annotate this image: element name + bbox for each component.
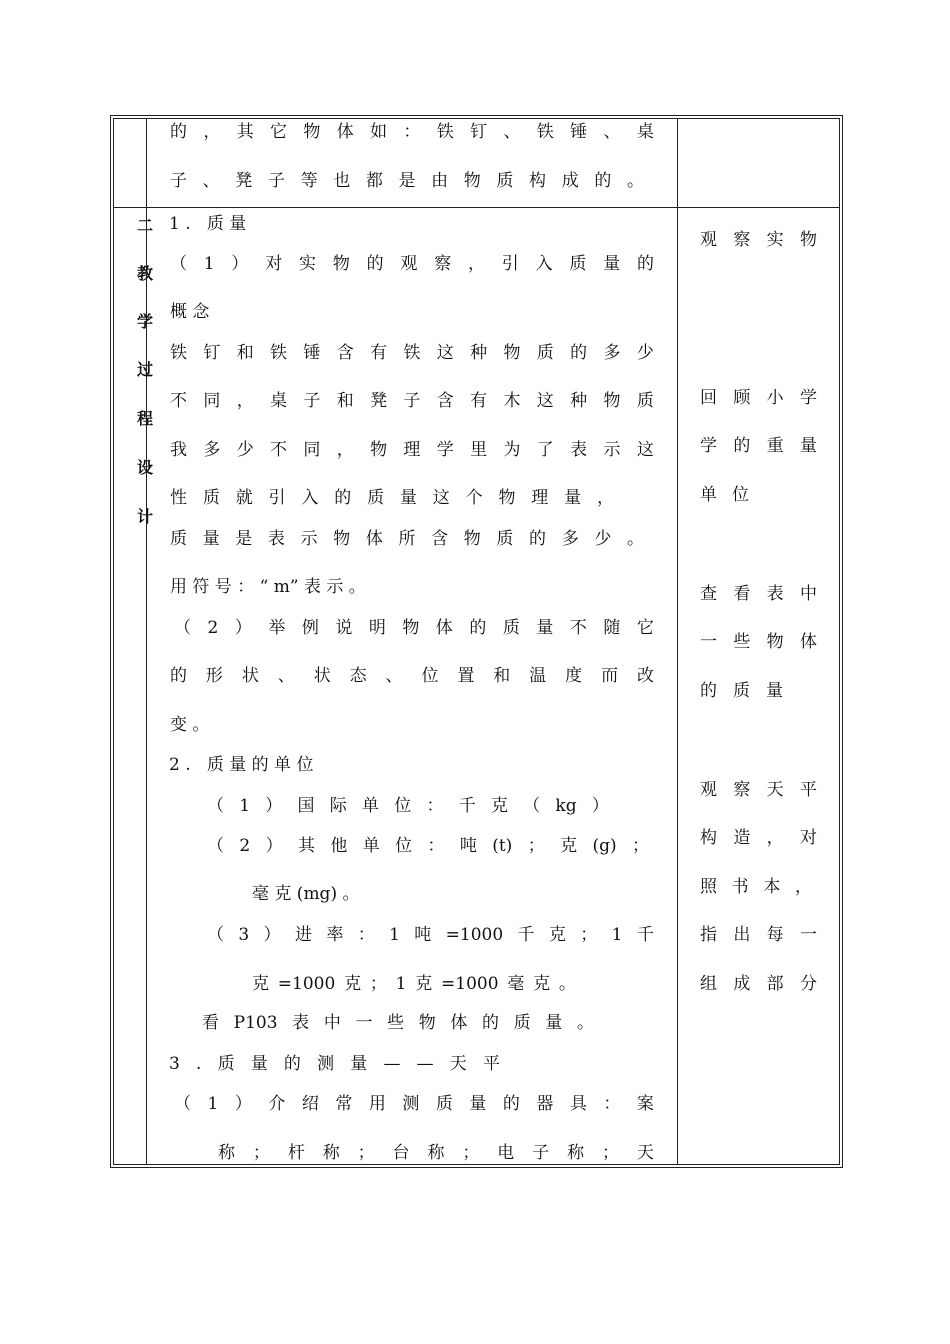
table-row-divider [113,207,840,208]
section-label-char: 学 [136,312,153,331]
body-line: （ 1 ） 对 实 物 的 观 察 ， 引 入 质 量 的 [170,254,654,274]
section-label-char: 过 [136,360,153,379]
side-note-line: 的 质 量 [700,681,783,701]
section-label-char: 计 [136,507,153,526]
body-line: 称 ； 杆 称 ； 台 称 ； 电 子 称 ； 天 [218,1143,654,1163]
top-row-line: 子 、 凳 子 等 也 都 是 由 物 质 构 成 的 。 [170,171,644,191]
table-bottom-border [110,1167,843,1168]
side-note-line: 学 的 重 量 [700,436,817,456]
side-note-line: 照 书 本 ， [700,877,812,897]
side-note-line: 查 看 表 中 [700,584,817,604]
unit-line: （ 2 ） 其 他 单 位 ： 吨 (t) ； 克 (g) ； [207,836,649,856]
table-top-border-inner [113,118,840,119]
side-note-line: 构 造 ， 对 [700,828,817,848]
conversion-line: （ 3 ） 进 率 ： 1 吨 =1000 千 克 ； 1 千 [207,925,654,945]
section-label-char: 二 [136,216,153,235]
section-label-char: 程 [136,409,153,428]
table-right-border [842,115,843,1168]
body-line: （ 2 ） 举 例 说 明 物 体 的 质 量 不 随 它 [174,618,654,638]
body-line: 变 。 [170,715,210,735]
body-line: 我 多 少 不 同 ， 物 理 学 里 为 了 表 示 这 [170,440,654,460]
side-note-line: 观 察 实 物 [700,230,817,250]
side-note-line: 一 些 物 体 [700,632,817,652]
reference-line: 看 P103 表 中 一 些 物 体 的 质 量 。 [202,1013,594,1033]
table-top-border [110,115,843,116]
unit-line: （ 1 ） 国 际 单 位 ： 千 克 （ kg ） [207,796,609,816]
section-heading-mass: 1 . 质 量 [169,214,247,234]
section-heading-units: 2 . 质 量 的 单 位 [169,755,314,775]
body-line: 概 念 [170,302,210,322]
body-line: 性 质 就 引 入 的 质 量 这 个 物 理 量 ， [170,488,614,508]
side-note-line: 指 出 每 一 [700,925,817,945]
table-bottom-border-inner [113,1164,840,1165]
body-line: 的 形 状 、 状 态 、 位 置 和 温 度 而 改 [170,666,654,686]
table-right-border-inner [839,118,840,1165]
symbol-line: 用 符 号 ： “ m” 表 示 。 [170,577,366,597]
table-left-border-inner [113,118,114,1165]
side-note-line: 组 成 部 分 [700,974,817,994]
section-label-char: 教 [136,264,153,283]
top-row-line: 的 ， 其 它 物 体 如 ： 铁 钉 、 铁 锤 、 桌 [170,122,654,142]
body-line: 不 同 ， 桌 子 和 凳 子 含 有 木 这 种 物 质 [170,391,654,411]
table-left-border [110,115,111,1168]
table-column-divider-right [677,118,678,1165]
side-note-line: 回 顾 小 学 [700,388,817,408]
side-note-line: 观 察 天 平 [700,780,817,800]
side-note-line: 单 位 [700,485,749,505]
unit-line: 毫 克 (mg) 。 [252,884,360,904]
body-line: 铁 钉 和 铁 锤 含 有 铁 这 种 物 质 的 多 少 [170,343,654,363]
definition-line: 质 量 是 表 示 物 体 所 含 物 质 的 多 少 。 [170,529,644,549]
conversion-line: 克 =1000 克 ； 1 克 =1000 毫 克 。 [252,974,576,994]
body-line: （ 1 ） 介 绍 常 用 测 质 量 的 器 具 ： 案 [174,1094,654,1114]
section-label-char: 设 [136,458,153,477]
section-heading-measurement: 3 . 质 量 的 测 量 — — 天 平 [169,1054,500,1074]
